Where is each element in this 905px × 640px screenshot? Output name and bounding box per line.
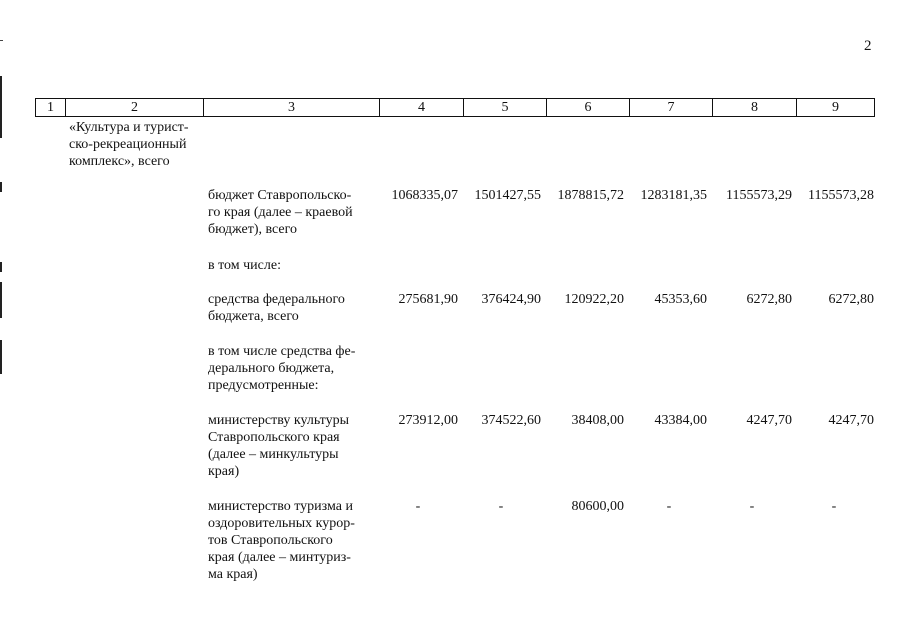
column-number-5: 5 — [463, 99, 546, 116]
scan-edge-mark — [0, 340, 2, 374]
value-col-7: - — [666, 499, 672, 514]
column-number-9: 9 — [796, 99, 875, 116]
value-col-4: 273912,00 — [398, 413, 458, 428]
value-col-7: 43384,00 — [654, 413, 707, 428]
value-col-8: 6272,80 — [746, 292, 792, 307]
value-col-7: 45353,60 — [654, 292, 707, 307]
section-title: «Культура и турист- ско-рекреационный комплекс», всего — [69, 120, 189, 169]
scan-edge-mark — [0, 282, 2, 318]
row-label-regional-budget: бюджет Ставропольско- го края (далее – краевой бюджет), всего — [208, 188, 353, 237]
column-number-3: 3 — [203, 99, 379, 116]
column-number-4: 4 — [379, 99, 463, 116]
scan-edge-dot — [0, 40, 3, 41]
column-number-6: 6 — [546, 99, 629, 116]
row-label-including: в том числе: — [208, 258, 281, 273]
value-col-7: 1283181,35 — [640, 188, 707, 203]
scan-edge-mark — [0, 182, 2, 192]
value-col-9: 4247,70 — [828, 413, 874, 428]
value-col-5: 376424,90 — [481, 292, 541, 307]
value-col-8: - — [749, 499, 755, 514]
value-col-6: 1878815,72 — [557, 188, 624, 203]
column-number-8: 8 — [712, 99, 796, 116]
column-number-7: 7 — [629, 99, 712, 116]
row-label-federal-including: в том числе средства фе- дерального бюджета, предусмотренные: — [208, 344, 356, 393]
value-col-6: 120922,20 — [564, 292, 624, 307]
value-col-9: - — [831, 499, 837, 514]
value-col-6: 38408,00 — [571, 413, 624, 428]
scan-edge-mark — [0, 76, 2, 138]
value-col-6: 80600,00 — [571, 499, 624, 514]
value-col-4: 1068335,07 — [391, 188, 458, 203]
value-col-8: 1155573,29 — [726, 188, 792, 203]
scan-edge-mark — [0, 262, 2, 272]
table-header-row — [35, 98, 875, 117]
value-col-4: 275681,90 — [398, 292, 458, 307]
row-label-ministry-culture: министерству культуры Ставропольского края (далее – минкультуры края) — [208, 413, 350, 479]
value-col-5: 1501427,55 — [474, 188, 541, 203]
value-col-5: - — [498, 499, 504, 514]
value-col-9: 6272,80 — [828, 292, 874, 307]
column-number-2: 2 — [65, 99, 203, 116]
value-col-9: 1155573,28 — [808, 188, 874, 203]
value-col-4: - — [415, 499, 421, 514]
value-col-8: 4247,70 — [746, 413, 792, 428]
row-label-ministry-tourism: министерство туризма и оздоровительных курор- тов Ставропольского края (далее – минтуриз- ма края) — [208, 499, 355, 582]
column-number-1: 1 — [35, 99, 65, 116]
page-number: 2 — [864, 38, 872, 54]
value-col-5: 374522,60 — [481, 413, 541, 428]
row-label-federal-funds: средства федерального бюджета, всего — [208, 292, 345, 324]
